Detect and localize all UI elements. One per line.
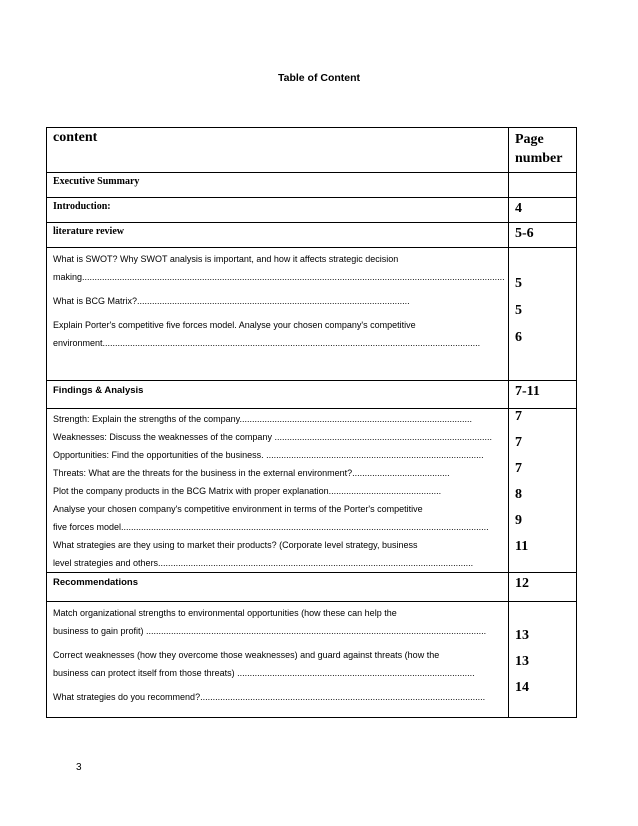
page-literature-review: 5-6 (515, 226, 534, 241)
toc-table (46, 127, 577, 718)
entry-swot[interactable]: What is SWOT? Why SWOT analysis is important, and how it affects strategic decision (53, 254, 399, 264)
table-row (47, 602, 577, 718)
entry-bcg[interactable]: What is BCG Matrix?............................................................................................................. (53, 296, 410, 306)
footer-page-number: 3 (76, 762, 82, 773)
row-label-recommendations[interactable]: Recommendations (53, 577, 138, 588)
entry-weaknesses[interactable]: Weaknesses: Discuss the weaknesses of the company ....................................................................................... (53, 432, 492, 442)
table-row (47, 248, 577, 381)
row-label-introduction[interactable]: Introduction: (53, 201, 111, 212)
entry-strategies[interactable]: What strategies are they using to market their products? (Corporate level strategy, business (53, 540, 418, 550)
row-label-findings[interactable]: Findings & Analysis (53, 385, 144, 396)
entry-porter[interactable]: Explain Porter's competitive five forces model. Analyse your chosen company's competitive (53, 320, 416, 330)
page-header-line1: Page (515, 132, 544, 147)
entry-opportunities[interactable]: Opportunities: Find the opportunities of the business. ....................................................................................... (53, 450, 484, 460)
table-header-row (47, 128, 577, 173)
content-header: content (53, 130, 98, 145)
page-header-line2: number (515, 151, 563, 166)
page-porter-analysis: 9 (515, 513, 522, 528)
entry-porter-cont[interactable]: environment....................................................................................................................................................... (53, 338, 481, 348)
table-row (47, 173, 577, 198)
table-row (47, 409, 577, 573)
entry-threats[interactable]: Threats: What are the threats for the business in the external environment?....................................... (53, 468, 450, 478)
entry-porter-analysis-cont[interactable]: five forces model................................................................................................................................................... (53, 522, 489, 532)
page-bcg-plot: 8 (515, 487, 522, 502)
entry-correct-weaknesses[interactable]: Correct weaknesses (how they overcome those weaknesses) and guard against threats (how the (53, 650, 440, 660)
page-opportunities: 7 (515, 461, 522, 476)
page-porter: 6 (515, 330, 522, 345)
page-introduction: 4 (515, 201, 522, 216)
page-weaknesses: 7 (515, 435, 522, 450)
page-bcg: 5 (515, 303, 522, 318)
entry-correct-weaknesses-cont[interactable]: business can protect itself from those threats) ............................................................................................... (53, 668, 475, 678)
page-swot: 5 (515, 276, 522, 291)
row-label-executive-summary[interactable]: Executive Summary (53, 176, 140, 187)
page-strategies: 11 (515, 539, 529, 554)
entry-match-strengths[interactable]: Match organizational strengths to environmental opportunities (how these can help the (53, 608, 397, 618)
page-findings: 7-11 (515, 384, 540, 399)
page-title: Table of Content (277, 72, 361, 84)
row-label-literature-review[interactable]: literature review (53, 226, 124, 237)
page-correct-weaknesses: 13 (515, 654, 529, 669)
entry-swot-cont[interactable]: making......................................................................................................................................................................... (53, 272, 505, 282)
page-recommendations: 12 (515, 576, 529, 591)
entry-porter-analysis[interactable]: Analyse your chosen company's competitive environment in terms of the Porter's competitive (53, 504, 423, 514)
table-row (47, 573, 577, 602)
table-row (47, 198, 577, 223)
page-strength: 7 (515, 409, 522, 424)
entry-strategies-cont[interactable]: level strategies and others.............................................................................................................................. (53, 558, 474, 568)
entry-match-strengths-cont[interactable]: business to gain profit) ........................................................................................................................................ (53, 626, 487, 636)
page-recommend-strategies: 14 (515, 680, 529, 695)
page-match-strengths: 13 (515, 628, 529, 643)
entry-strength[interactable]: Strength: Explain the strengths of the company............................................................................................. (53, 414, 472, 424)
entry-recommend-strategies[interactable]: What strategies do you recommend?.................................................................................................................. (53, 692, 486, 702)
table-row (47, 223, 577, 248)
table-row (47, 381, 577, 409)
entry-bcg-plot[interactable]: Plot the company products in the BCG Matrix with proper explanation............................................. (53, 486, 442, 496)
